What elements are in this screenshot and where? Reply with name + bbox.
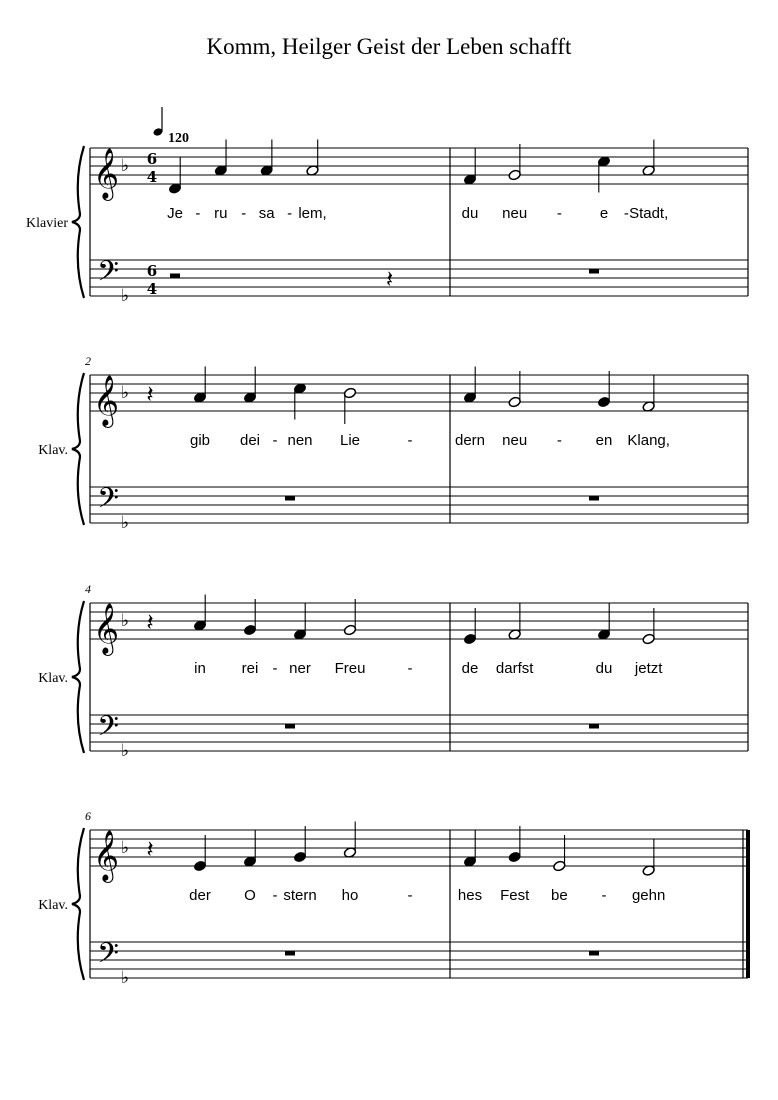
lyric-syllable: Stadt, bbox=[629, 205, 669, 222]
half-rest-icon bbox=[170, 274, 180, 279]
lyric-syllable: jetzt bbox=[634, 660, 663, 677]
instrument-name: Klav. bbox=[38, 671, 68, 686]
brace bbox=[72, 828, 84, 980]
measure-number: 2 bbox=[85, 354, 91, 368]
lyric-hyphen: - bbox=[556, 205, 562, 222]
lyric-hyphen: - bbox=[407, 887, 413, 904]
lyric-syllable: hes bbox=[457, 887, 483, 904]
treble-clef-icon: 𝄞 bbox=[92, 148, 120, 199]
lyric-syllable: nen bbox=[287, 432, 313, 449]
instrument-name: Klav. bbox=[38, 898, 68, 913]
score-title: Komm, Heilger Geist der Leben schafft bbox=[206, 34, 572, 59]
lyric-syllable: sa bbox=[258, 205, 275, 222]
bass-clef-icon: 𝄢 bbox=[97, 482, 119, 522]
lyric-hyphen: - bbox=[195, 205, 201, 222]
lyric-syllable: be bbox=[550, 887, 568, 904]
whole-rest-icon bbox=[285, 496, 295, 501]
time-signature-denominator: 4 bbox=[146, 168, 158, 186]
final-barline-thick bbox=[746, 830, 750, 978]
quarter-rest-icon: 𝄽 bbox=[385, 265, 394, 293]
brace bbox=[72, 373, 84, 525]
flat-icon: ♭ bbox=[120, 968, 130, 988]
flat-icon: ♭ bbox=[120, 286, 130, 306]
lyric-syllable: neu bbox=[502, 432, 528, 449]
quarter-rest-icon: 𝄽 bbox=[146, 835, 154, 863]
lyric-syllable: der bbox=[189, 887, 211, 904]
treble-clef-icon: 𝄞 bbox=[92, 603, 120, 654]
lyric-syllable: Freu bbox=[334, 660, 366, 677]
lyric-syllable: dei bbox=[239, 432, 261, 449]
time-signature-denominator: 4 bbox=[146, 280, 158, 298]
time-signature-numerator: 6 bbox=[146, 150, 158, 168]
lyric-syllable: e bbox=[599, 205, 609, 222]
lyric-syllable: en bbox=[595, 432, 613, 449]
instrument-name: Klavier bbox=[26, 216, 68, 231]
brace bbox=[72, 601, 84, 753]
quarter-rest-icon: 𝄽 bbox=[146, 608, 154, 636]
brace bbox=[72, 146, 84, 298]
treble-clef-icon: 𝄞 bbox=[92, 830, 120, 881]
lyric-hyphen: - bbox=[407, 432, 413, 449]
bass-clef-icon: 𝄢 bbox=[97, 255, 119, 295]
lyric-syllable: ner bbox=[289, 660, 311, 677]
lyric-syllable: lem, bbox=[298, 205, 327, 222]
lyric-syllable: gib bbox=[189, 432, 211, 449]
lyric-syllable: du bbox=[595, 660, 613, 677]
lyric-syllable: Klang, bbox=[627, 432, 670, 449]
lyric-hyphen: - bbox=[601, 887, 607, 904]
lyric-syllable: neu bbox=[502, 205, 528, 222]
bass-clef-icon: 𝄢 bbox=[97, 937, 119, 977]
flat-icon: ♭ bbox=[120, 838, 130, 858]
lyric-hyphen: - bbox=[556, 432, 562, 449]
flat-icon: ♭ bbox=[120, 611, 130, 631]
treble-clef-icon: 𝄞 bbox=[92, 375, 120, 426]
lyric-hyphen: - bbox=[272, 887, 278, 904]
lyric-hyphen: - bbox=[287, 205, 293, 222]
lyric-syllable: Je bbox=[167, 205, 183, 222]
lyric-syllable: stern bbox=[283, 887, 317, 904]
flat-icon: ♭ bbox=[120, 383, 130, 403]
lyric-syllable: Fest bbox=[500, 887, 530, 904]
lyric-syllable: gehn bbox=[631, 887, 666, 904]
flat-icon: ♭ bbox=[120, 513, 130, 533]
whole-rest-icon bbox=[589, 724, 599, 729]
lyric-syllable: du bbox=[461, 205, 479, 222]
time-signature-numerator: 6 bbox=[146, 262, 158, 280]
measure-number: 6 bbox=[85, 809, 91, 823]
tempo-marking: 120 bbox=[168, 131, 189, 146]
lyric-syllable: rei bbox=[241, 660, 259, 677]
lyric-hyphen: - bbox=[623, 205, 629, 222]
whole-rest-icon bbox=[589, 951, 599, 956]
lyric-hyphen: - bbox=[272, 660, 278, 677]
measure-number: 4 bbox=[85, 582, 91, 596]
flat-icon: ♭ bbox=[120, 741, 130, 761]
lyric-syllable: dern bbox=[454, 432, 486, 449]
whole-rest-icon bbox=[589, 269, 599, 274]
instrument-name: Klav. bbox=[38, 443, 68, 458]
whole-rest-icon bbox=[589, 496, 599, 501]
bass-clef-icon: 𝄢 bbox=[97, 710, 119, 750]
lyric-hyphen: - bbox=[407, 660, 413, 677]
lyric-syllable: darfst bbox=[495, 660, 534, 677]
lyric-syllable: ru bbox=[214, 205, 228, 222]
whole-rest-icon bbox=[285, 724, 295, 729]
lyric-syllable: Lie bbox=[339, 432, 361, 449]
lyric-syllable: ho bbox=[341, 887, 359, 904]
whole-rest-icon bbox=[285, 951, 295, 956]
lyric-hyphen: - bbox=[241, 205, 247, 222]
quarter-rest-icon: 𝄽 bbox=[146, 380, 154, 408]
lyric-hyphen: - bbox=[272, 432, 278, 449]
lyric-syllable: O bbox=[244, 887, 256, 904]
lyric-syllable: de bbox=[461, 660, 479, 677]
flat-icon: ♭ bbox=[120, 156, 130, 176]
lyric-syllable: in bbox=[194, 660, 206, 677]
